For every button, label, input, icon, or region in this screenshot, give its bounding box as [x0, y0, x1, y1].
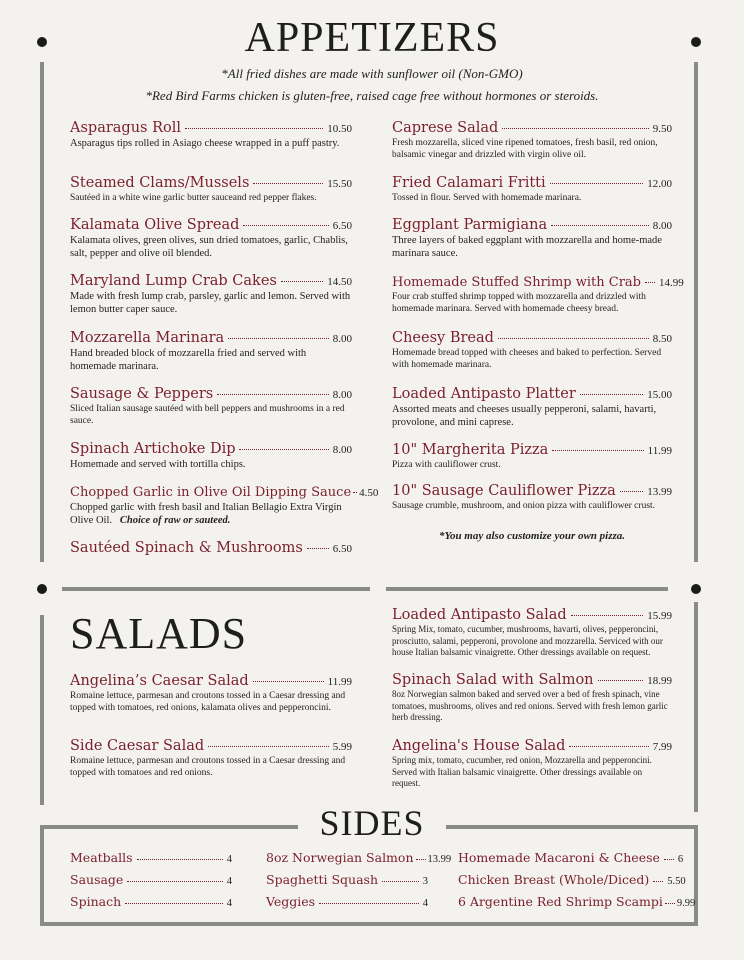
item-description: Spring Mix, tomato, cucumber, mushrooms, havarti, olives, pepperoncini, prosciutto, salami, pepperoni, provolone and mozzarella. Serviced with our house Italian balsamic vinaigrette. Other dressings available on request.	[392, 624, 663, 657]
side-price: 13.99	[427, 854, 452, 865]
side-name: Chicken Breast (Whole/Diced)	[458, 872, 650, 887]
item-description: Sautéed in a white wine garlic butter sauceand red pepper flakes.	[70, 193, 317, 203]
item-price: 18.99	[647, 675, 672, 687]
frame-line-sides-right	[446, 825, 698, 829]
menu-item	[70, 175, 352, 204]
item-name: Cheesy Bread	[392, 330, 494, 346]
item-description: Romaine lettuce, parmesan and croutons tossed in a Caesar dressing and topped with tomatoes and red onions.	[70, 756, 346, 778]
side-price: 5.50	[667, 876, 686, 887]
chicken-note: *Red Bird Farms chicken is gluten-free, raised cage free without hormones or steroids.	[145, 88, 599, 103]
sides-title: SIDES	[298, 802, 446, 844]
item-name: 10" Margherita Pizza	[392, 442, 549, 458]
item-description: Sliced Italian sausage sautéed with bell peppers and mushrooms in a red sauce.	[70, 404, 345, 426]
side-item	[266, 850, 452, 865]
item-name: Spinach Artichoke Dip	[70, 441, 236, 457]
side-price: 4	[226, 876, 232, 887]
item-price: 8.50	[652, 333, 672, 345]
menu-item	[70, 217, 352, 260]
item-description: Homemade bread topped with cheeses and baked to perfection. Served with homemade marinara.	[392, 348, 662, 370]
side-item	[458, 850, 684, 865]
item-price: 10.50	[327, 123, 352, 135]
item-price: 11.99	[647, 445, 672, 457]
item-price: 8.00	[652, 220, 672, 232]
side-name: Homemade Macaroni & Cheese	[458, 850, 660, 865]
menu-item	[70, 441, 352, 471]
menu-item	[392, 442, 672, 471]
appetizers-title: APPETIZERS	[244, 15, 500, 61]
item-price: 12.00	[647, 178, 672, 190]
side-item	[70, 894, 232, 909]
item-name: Mozzarella Marinara	[70, 330, 225, 346]
item-description: Homemade and served with tortilla chips.	[70, 459, 246, 470]
corner-dot	[37, 584, 47, 594]
item-name: Sautéed Spinach & Mushrooms	[70, 540, 303, 556]
item-name: Kalamata Olive Spread	[70, 217, 240, 233]
side-name: Spinach	[70, 894, 122, 909]
item-price: 13.99	[647, 486, 672, 498]
item-price: 5.99	[332, 741, 352, 753]
item-description	[70, 501, 352, 527]
menu-item	[70, 386, 352, 427]
item-price: 4.50	[359, 487, 379, 499]
item-price: 7.99	[652, 741, 672, 753]
item-description: Spring mix, tomato, cucumber, red onion, Mozzarella and pepperoncini. Served with Italian balsamic vinaigrette. Other dressings available on request.	[392, 755, 652, 788]
item-price: 6.50	[332, 543, 352, 555]
item-description-choice: Choice of raw or sauteed.	[119, 515, 231, 526]
frame-line-mid-right	[386, 587, 668, 591]
side-item	[70, 850, 232, 865]
menu-item	[392, 120, 672, 161]
side-name: Meatballs	[70, 850, 133, 865]
menu-item	[392, 275, 684, 315]
side-item	[266, 894, 428, 909]
item-description: Fresh mozzarella, sliced vine ripened tomatoes, fresh basil, red onion, balsamic vinegar and drizzled with virgin olive oil.	[392, 138, 658, 160]
menu-item	[392, 483, 672, 512]
side-name: 8oz Norwegian Salmon	[266, 850, 414, 865]
item-price: 14.99	[658, 277, 684, 289]
side-item	[266, 872, 428, 887]
fried-note: *All fried dishes are made with sunflower oil (Non-GMO)	[221, 66, 523, 81]
item-description: Romaine lettuce, parmesan and croutons tossed in a Caesar dressing and topped with tomatoes, red onions, kalamata olives and pepperoncini.	[70, 691, 346, 713]
menu-item	[392, 175, 672, 204]
item-name: Steamed Clams/Mussels	[70, 175, 250, 191]
side-price: 3	[422, 876, 428, 887]
salads-title: SALADS	[70, 609, 248, 658]
frame-line-sides-box-left	[40, 825, 44, 925]
frame-line-bottom	[40, 922, 698, 926]
item-name: Chopped Garlic in Olive Oil Dipping Sauce	[70, 485, 352, 500]
item-name: Loaded Antipasto Platter	[392, 386, 576, 402]
menu-item	[70, 540, 352, 556]
menu-item	[392, 607, 672, 659]
item-price: 15.50	[327, 178, 352, 190]
side-name: Veggies	[266, 894, 316, 909]
side-name: Spaghetti Squash	[266, 872, 379, 887]
item-name: Fried Calamari Fritti	[392, 175, 546, 191]
side-item	[458, 894, 696, 909]
item-description: Three layers of baked eggplant with mozzarella and home-made marinara sauce.	[392, 235, 662, 259]
frame-line-right-bottom	[694, 602, 698, 812]
item-price: 9.50	[652, 123, 672, 135]
item-description-text: Chopped garlic with fresh basil and Italian Bellagio Extra Virgin Olive Oil.	[70, 502, 342, 526]
menu-item	[70, 738, 352, 779]
menu-item	[70, 120, 352, 150]
frame-line-sides-left	[40, 825, 298, 829]
menu-item	[70, 673, 352, 714]
item-name: Maryland Lump Crab Cakes	[70, 273, 277, 289]
side-name: 6 Argentine Red Shrimp Scampi	[458, 894, 663, 909]
item-name: Homemade Stuffed Shrimp with Crab	[392, 275, 641, 290]
item-description: 8oz Norwegian salmon baked and served over a bed of fresh spinach, vine tomatoes, mushrooms, olives and red onions. Served with fresh lemon garlic herb dressing.	[392, 689, 668, 722]
menu-item	[70, 485, 379, 527]
item-description: Four crab stuffed shrimp topped with mozzarella and drizzled with homemade marinara. Served with homemade cheesy bread.	[392, 292, 646, 314]
item-name: Asparagus Roll	[70, 120, 182, 136]
menu-item	[392, 217, 672, 260]
item-name: Loaded Antipasto Salad	[392, 607, 567, 623]
item-price: 14.50	[327, 276, 352, 288]
item-name: Spinach Salad with Salmon	[392, 672, 594, 688]
side-price: 6	[677, 854, 684, 865]
menu-item	[70, 330, 352, 373]
side-item	[458, 872, 686, 887]
menu-item	[392, 330, 672, 371]
side-item	[70, 872, 232, 887]
item-description: Sausage crumble, mushroom, and onion pizza with cauliflower crust.	[392, 501, 656, 511]
item-name: Sausage & Peppers	[70, 386, 214, 402]
menu-item	[70, 273, 352, 316]
item-price: 6.50	[332, 220, 352, 232]
frame-line-left-bottom	[40, 615, 44, 805]
item-name: 10" Sausage Cauliflower Pizza	[392, 483, 616, 499]
pizza-custom-note: *You may also customize your own pizza.	[438, 530, 626, 542]
item-description: Made with fresh lump crab, parsley, garlic and lemon. Served with lemon butter caper sauce.	[70, 291, 351, 315]
side-price: 4	[226, 854, 232, 865]
menu-item	[392, 672, 672, 724]
item-name: Side Caesar Salad	[70, 738, 205, 754]
item-name: Angelina's House Salad	[392, 738, 566, 754]
item-price: 8.00	[332, 444, 352, 456]
item-description: Pizza with cauliflower crust.	[392, 460, 501, 470]
frame-line-sides-box-right	[694, 825, 698, 925]
item-name: Caprese Salad	[392, 120, 499, 136]
item-description: Asparagus tips rolled in Asiago cheese wrapped in a puff pastry.	[70, 138, 340, 149]
item-description: Tossed in flour. Served with homemade marinara.	[392, 193, 582, 203]
item-description: Kalamata olives, green olives, sun dried tomatoes, garlic, Chablis, salt, pepper and olive oil blended.	[70, 235, 348, 259]
menu-item	[392, 738, 672, 790]
item-price: 11.99	[327, 676, 352, 688]
side-name: Sausage	[70, 872, 124, 887]
item-name: Angelina’s Caesar Salad	[70, 673, 249, 689]
item-price: 15.99	[647, 610, 672, 622]
item-description: Assorted meats and cheeses usually pepperoni, salami, havarti, provolone, and mini caprese.	[392, 404, 657, 428]
frame-line-mid-left	[62, 587, 370, 591]
corner-dot	[691, 584, 701, 594]
side-price: 4	[422, 898, 428, 909]
side-price: 9.99	[676, 898, 696, 909]
item-price: 8.00	[332, 333, 352, 345]
menu-item	[392, 386, 672, 429]
item-name: Eggplant Parmigiana	[392, 217, 548, 233]
item-description: Hand breaded block of mozzarella fried and served with homemade marinara.	[70, 348, 307, 372]
item-price: 15.00	[647, 389, 672, 401]
frame-line-left-top	[40, 62, 44, 562]
frame-line-right-top	[694, 62, 698, 562]
item-price: 8.00	[332, 389, 352, 401]
side-price: 4	[226, 898, 232, 909]
